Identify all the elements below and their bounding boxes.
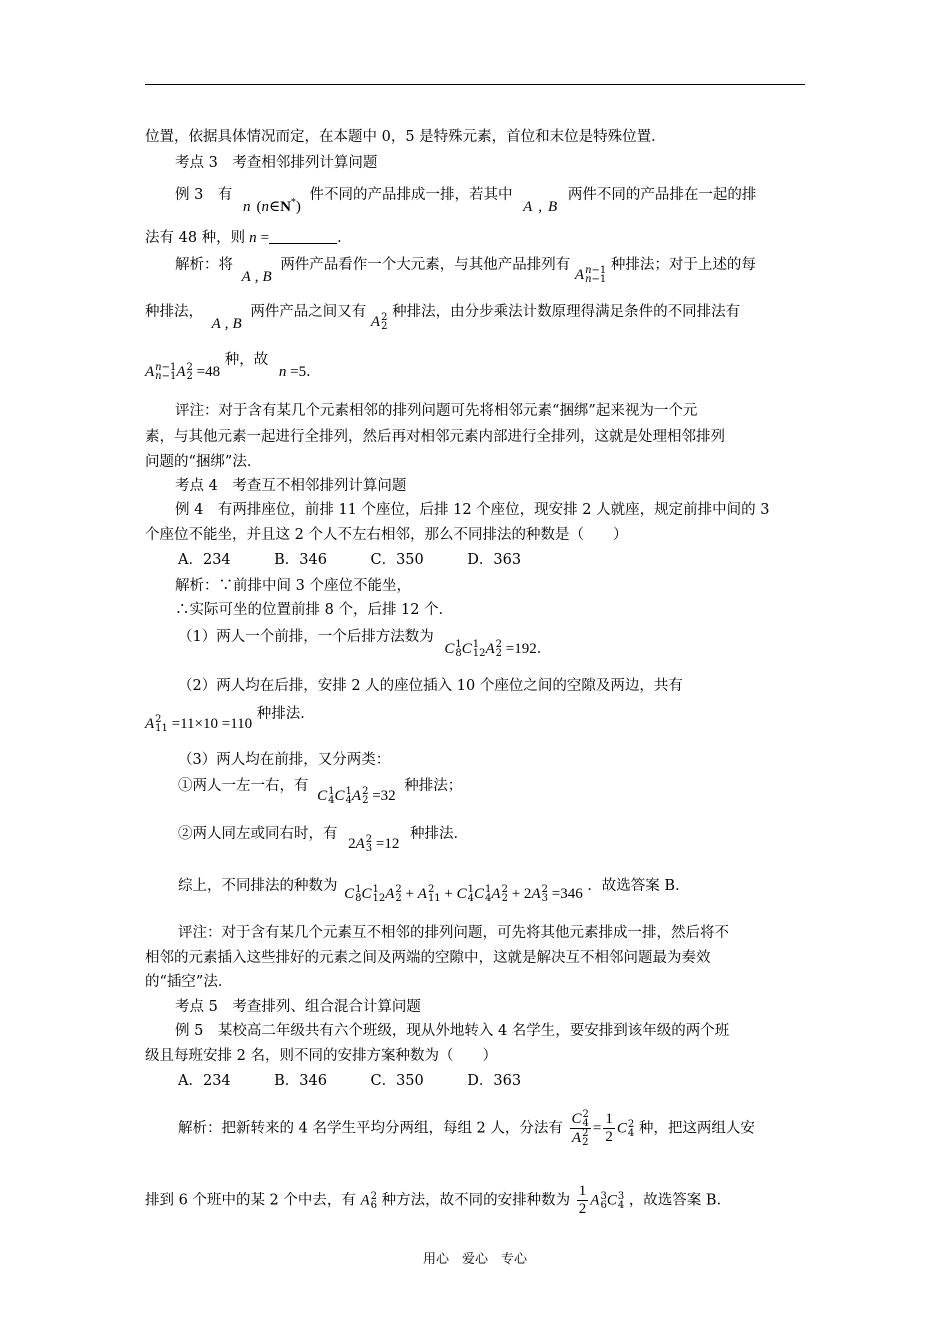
note-line: 相邻的元素插入这些排好的元素之间及两端的空隙中，这就是解决互不相邻问题最为奏效 (145, 950, 711, 966)
note-line: 评注：对于含有某几个元素相邻的排列问题可先将相邻元素“捆绑”起来视为一个元 (175, 403, 698, 419)
header-rule (145, 84, 805, 85)
section-heading: 考点 5 考查排列、组合混合计算问题 (175, 999, 421, 1015)
solution-4-line: （2）两人均在后排，安排 2 人的座位插入 10 个座位之间的空隙及两边，共有 (178, 678, 683, 694)
paragraph-line: 位置，依据具体情况而定，在本题中 0，5 是特殊元素，首位和末位是特殊位置． (145, 129, 666, 145)
section-heading: 考点 4 考查互不相邻排列计算问题 (175, 478, 407, 494)
solution-4-line: 解析：∵前排中间 3 个座位不能坐， (175, 578, 411, 594)
solution-4-line: （3）两人均在前排，又分两类： (178, 752, 391, 768)
note-line: 评注：对于含有某几个元素互不相邻的排列问题，可先将其他元素排成一排，然后将不 (178, 925, 729, 941)
example-3-line: 法有 48 种，则 n = ． (145, 230, 352, 246)
solution-4-line: A 2 11 =11×10 =110 种排法． (145, 706, 315, 734)
example-5-line: 级且每班安排 2 名，则不同的安排方案种数为（ ） (145, 1048, 497, 1064)
example-4-line: 例 4 有两排座位，前排 11 个座位，后排 12 个座位，现安排 2 人就座，规定前排中间的 3 (175, 502, 770, 518)
note-line: 问题的“捆绑”法． (145, 454, 262, 470)
answer-options: A．234 B．346 C．350 D．363 (178, 552, 522, 568)
solution-4-line: （1）两人一个前排，一个后排方法数为 C 1 8 C 1 12 A 2 2 =192． (178, 629, 552, 659)
section-heading: 考点 3 考查相邻排列计算问题 (175, 155, 378, 171)
answer-blank (269, 229, 337, 244)
page-footer: 用心 爱心 专心 (422, 1252, 527, 1267)
example-5-line: 例 5 某校高二年级共有六个班级，现从外地转入 4 名学生，要安排到该年级的两个班 (175, 1023, 730, 1039)
solution-4-line: ①两人一左一右，有 C 1 4 C 1 4 A 2 2 =32 种排法； (178, 778, 463, 806)
note-line: 的“插空”法． (145, 974, 233, 990)
answer-options: A．234 B．346 C．350 D．363 (178, 1073, 522, 1089)
solution-4-line: ∴实际可坐的位置前排 8 个，后排 12 个． (175, 602, 454, 618)
solution-5-line: 排到 6 个班中的某 2 个中去，有 A 2 6 种方法，故不同的安排种数为 $\frac{1}{2}$ A 3 6 C 3 4 ，故选答案 B． (145, 1183, 732, 1217)
solution-5-line: 解析：把新转来的 4 名学生平均分两组，每组 2 人，分法有 C 2 4 A 2 2 = $\frac{1}{2}$ C 2 4 种，把这两组人安 (178, 1109, 755, 1148)
solution-4-line: 综上，不同排法的种数为 C 1 8 C 1 12 A 2 2 + A 2 11 + C 1 4 C 1 4 A 2 2 + 2A 2 3 =346 ．故选答案 B． (178, 878, 690, 904)
example-4-line: 个座位不能坐，并且这 2 个人不左右相邻，那么不同排法的种数是（ ） (145, 527, 628, 543)
solution-3-line: 解析：将 A , B 两件产品看作一个大元素，与其他产品排列有 A n−1 n−1 种排法；对于上述的每 (175, 257, 756, 285)
solution-3-line: A n−1 n−1 A 2 2 =48 种，故 n =5． (145, 352, 321, 382)
solution-3-line: 种排法， A , B 两件产品之间又有 A 2 2 种排法，由分步乘法计数原理得满足条件的不同排法有 (145, 304, 741, 332)
note-line: 素，与其他元素一起进行全排列，然后再对相邻元素内部进行全排列，这就是处理相邻排列 (145, 429, 725, 445)
example-3-line: 例 3 有 n (n∈N*) 件不同的产品排成一排，若其中 A , B 两件不同的产品排在一起的排 (175, 187, 757, 215)
solution-4-line: ②两人同左或同右时，有 2A 2 3 =12 种排法． (178, 826, 468, 854)
